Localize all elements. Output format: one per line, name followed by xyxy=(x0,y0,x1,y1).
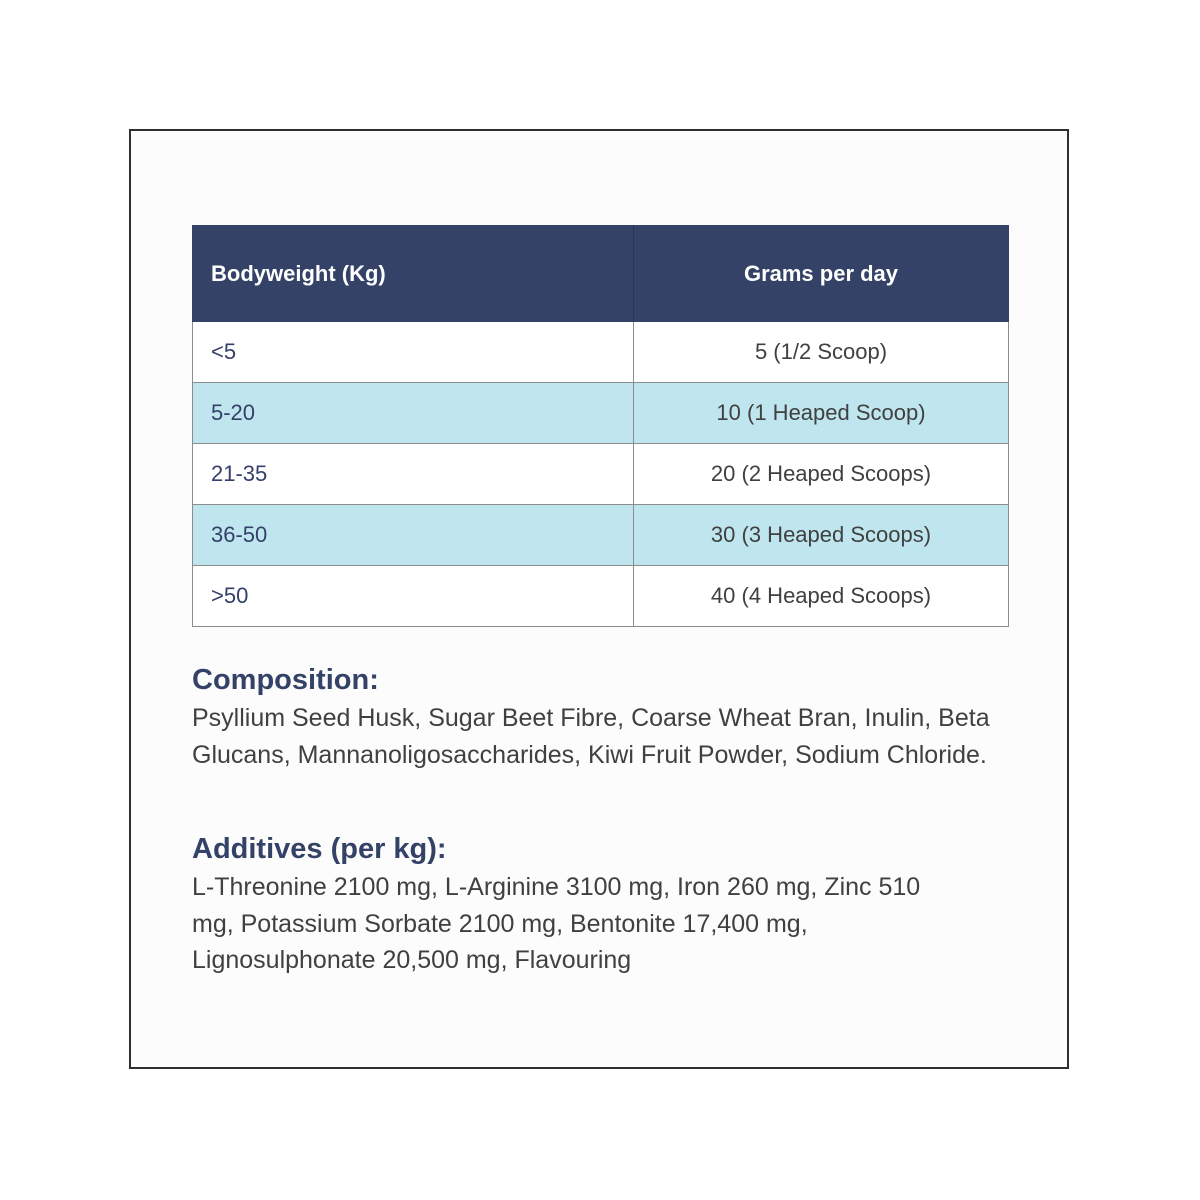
additives-section xyxy=(192,831,1012,979)
table-row xyxy=(193,383,1009,444)
bodyweight-cell: 36-50 xyxy=(193,505,634,566)
table-row xyxy=(193,505,1009,566)
feeding-guide-table xyxy=(192,225,1009,627)
bodyweight-cell: <5 xyxy=(193,322,634,383)
composition-heading: Composition: xyxy=(192,664,379,696)
table-row xyxy=(193,322,1009,383)
additives-text: L-Threonine 2100 mg, L-Arginine 3100 mg, Iron 260 mg, Zinc 510 mg, Potassium Sorbate 2100 mg, Bentonite 17,400 mg, Lignosulphonate 20,500 mg, Flavouring xyxy=(192,873,921,974)
grams-cell: 5 (1/2 Scoop) xyxy=(634,322,1009,383)
additives-heading: Additives (per kg): xyxy=(192,833,447,865)
table-row xyxy=(193,566,1009,627)
composition-text: Psyllium Seed Husk, Sugar Beet Fibre, Coarse Wheat Bran, Inulin, Beta Glucans, Mannanoligosaccharides, Kiwi Fruit Powder, Sodium Chloride. xyxy=(192,704,990,769)
bodyweight-cell: >50 xyxy=(193,566,634,627)
grams-cell: 20 (2 Heaped Scoops) xyxy=(634,444,1009,505)
bodyweight-cell: 5-20 xyxy=(193,383,634,444)
composition-section xyxy=(192,662,1012,773)
grams-cell: 30 (3 Heaped Scoops) xyxy=(634,505,1009,566)
header-bodyweight: Bodyweight (Kg) xyxy=(193,226,634,322)
bodyweight-cell: 21-35 xyxy=(193,444,634,505)
grams-cell: 40 (4 Heaped Scoops) xyxy=(634,566,1009,627)
grams-cell: 10 (1 Heaped Scoop) xyxy=(634,383,1009,444)
table-header-row xyxy=(193,226,1009,322)
table-row xyxy=(193,444,1009,505)
header-grams-per-day: Grams per day xyxy=(634,226,1009,322)
